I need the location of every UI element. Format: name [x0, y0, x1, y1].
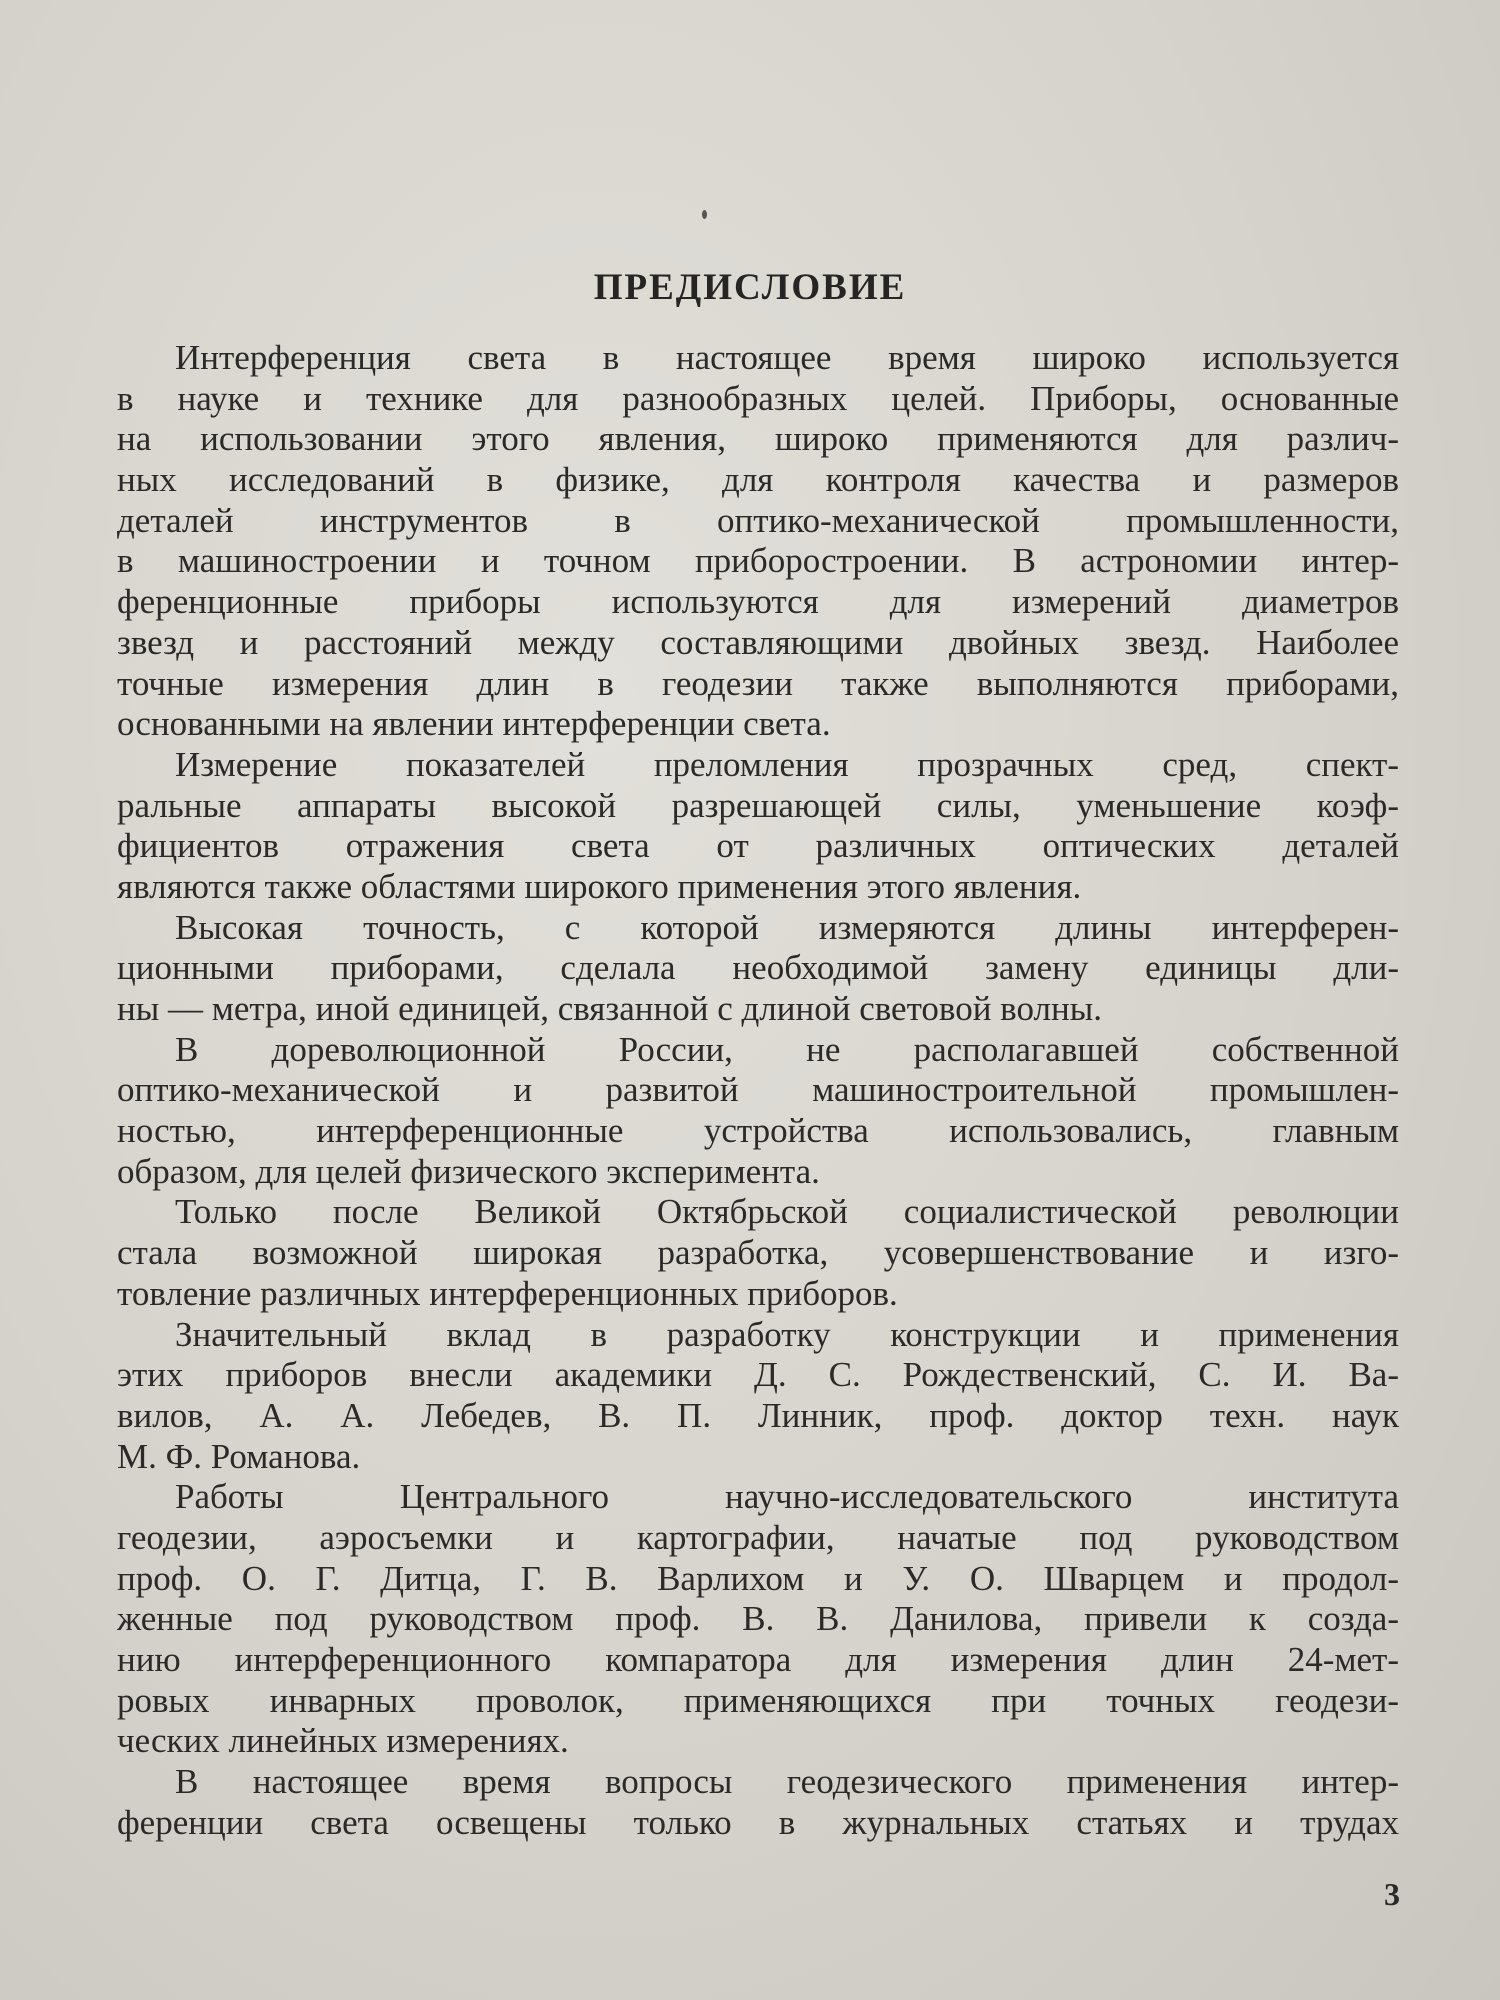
text-line: Значительный вклад в разработку конструкции и применения: [175, 1314, 1399, 1354]
text-line: образом, для целей физического эксперимента.: [117, 1151, 820, 1191]
page-title: ПРЕДИСЛОВИЕ: [593, 267, 907, 308]
text-line: ных исследований в физике, для контроля качества и размеров: [117, 460, 1399, 500]
text-line: Только после Великой Октябрьской социалистической революции: [175, 1192, 1399, 1232]
text-line: В дореволюционной России, не располагавшей собственной: [175, 1029, 1399, 1069]
text-line: проф. О. Г. Дитца, Г. В. Варлихом и У. О. Шварцем и продол-: [117, 1558, 1399, 1598]
paragraph: [117, 1030, 1399, 1193]
text-line: ционными приборами, сделала необходимой замену единицы дли-: [117, 948, 1399, 988]
page-number: 3: [1384, 1876, 1400, 1912]
paragraph: [117, 908, 1399, 1030]
text-line: этих приборов внесли академики Д. С. Рождественский, С. И. Ва-: [117, 1355, 1399, 1395]
paragraph: [117, 745, 1399, 908]
text-line: звезд и расстояний между составляющими двойных звезд. Наиболее: [117, 622, 1399, 662]
text-line: ференции света освещены только в журнальных статьях и трудах: [117, 1802, 1399, 1842]
text-line: вилов, А. А. Лебедев, В. П. Линник, проф. доктор техн. наук: [117, 1395, 1399, 1435]
text-line: Интерференция света в настоящее время широко используется: [175, 338, 1399, 377]
paragraph: [117, 1315, 1399, 1478]
text-line: ческих линейных измерениях.: [117, 1721, 569, 1761]
text-line: ровых инварных проволок, применяющихся при точных геодези-: [117, 1680, 1399, 1720]
text-line: Работы Центрального научно-исследовательского института: [175, 1477, 1399, 1517]
text-line: являются также областями широкого применения этого явления.: [117, 866, 1082, 906]
text-line: ференционные приборы используются для измерений диаметров: [117, 582, 1399, 622]
text-line: в науке и технике для разнообразных целей. Приборы, основанные: [117, 378, 1399, 418]
printed-speck: [702, 210, 707, 219]
text-line: основанными на явлении интерференции света.: [117, 704, 831, 744]
text-line: Высокая точность, с которой измеряются длины интерферен-: [175, 907, 1399, 947]
text-line: деталей инструментов в оптико-механической промышленности,: [117, 500, 1399, 540]
text-line: ральные аппараты высокой разрешающей силы, уменьшение коэф-: [117, 785, 1399, 825]
text-line: в машиностроении и точном приборостроении. В астрономии интер-: [117, 541, 1399, 581]
text-line: геодезии, аэросъемки и картографии, начатые под руководством: [117, 1517, 1399, 1557]
paragraph: [117, 1477, 1399, 1762]
body-text: [117, 338, 1399, 1843]
text-line: нию интерференционного компаратора для измерения длин 24-мет-: [117, 1640, 1399, 1679]
text-line: В настоящее время вопросы геодезического применения интер-: [175, 1762, 1399, 1802]
text-line: точные измерения длин в геодезии также выполняются приборами,: [117, 663, 1399, 703]
text-line: товление различных интерференционных приборов.: [117, 1273, 898, 1313]
text-line: оптико-механической и развитой машиностроительной промышлен-: [117, 1070, 1399, 1110]
text-line: на использовании этого явления, широко применяются для различ-: [117, 419, 1399, 459]
text-line: стала возможной широкая разработка, усовершенствование и изго-: [117, 1233, 1399, 1273]
text-line: женные под руководством проф. В. В. Данилова, привели к созда-: [117, 1599, 1399, 1639]
text-line: ностью, интерференционные устройства использовались, главным: [117, 1111, 1399, 1151]
text-line: фициентов отражения света от различных оптических деталей: [117, 826, 1399, 866]
paragraph: [117, 1192, 1399, 1314]
text-line: М. Ф. Романова.: [117, 1436, 361, 1476]
paragraph: [117, 1762, 1399, 1843]
paragraph: [117, 338, 1399, 745]
text-line: ны — метра, иной единицей, связанной с длиной световой волны.: [117, 989, 1102, 1028]
text-line: Измерение показателей преломления прозрачных сред, спект-: [175, 744, 1399, 784]
